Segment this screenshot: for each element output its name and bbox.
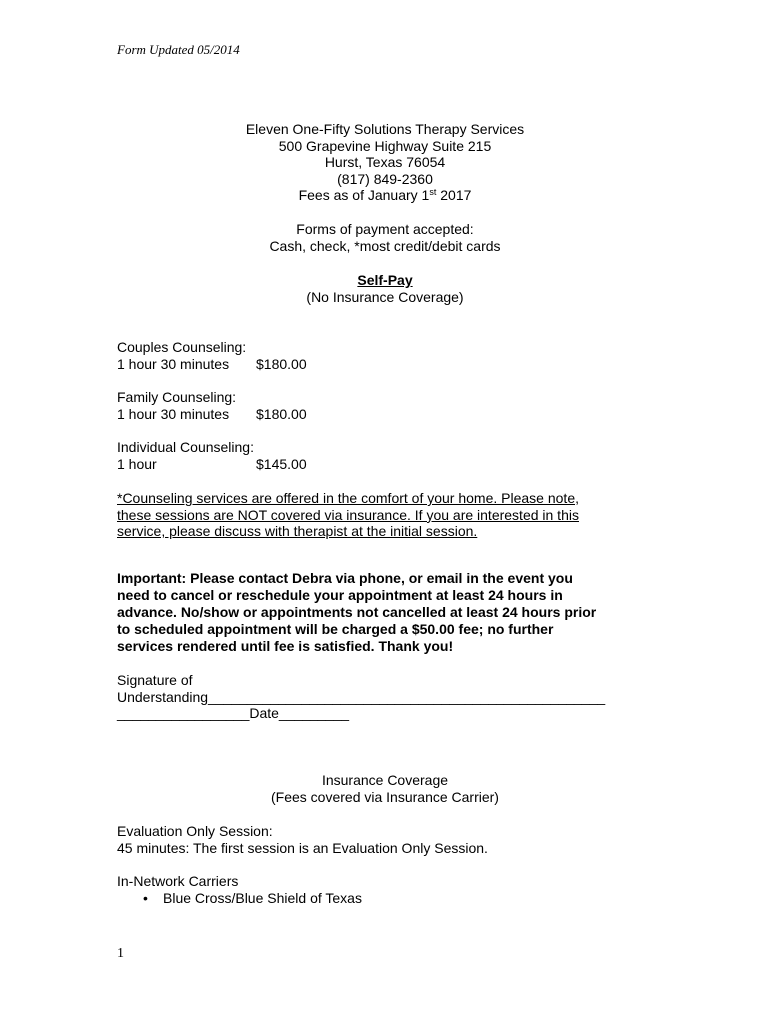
fees-date-prefix: Fees as of January 1 [298,187,430,204]
practice-info [0,121,770,204]
important-line: need to cancel or reschedule your appointment at least 24 hours in [117,587,563,603]
service-duration: 1 hour 30 minutes [117,405,230,422]
date-line[interactable]: _________________Date_________ [117,705,350,722]
page-number: 1 [117,946,124,961]
service-fee-row [117,406,657,423]
payment-methods: Cash, check, *most credit/debit cards [269,237,501,254]
important-line: services rendered until fee is satisfied. Thank you! [117,638,454,654]
fees-date [0,187,770,204]
fees-date-superscript: st [429,187,437,198]
insurance-title: Insurance Coverage [321,772,449,788]
signature-block [117,672,657,722]
service-couples [117,339,657,372]
carriers-heading: In-Network Carriers [117,873,239,889]
signature-line[interactable]: Understanding___________________________________________________ [117,688,606,705]
practice-phone: (817) 849-2360 [337,170,433,187]
important-line: Important: Please contact Debra via phone, or email in the event you [117,570,573,586]
service-duration: 1 hour [117,455,157,472]
service-price: $180.00 [256,405,307,422]
note-line: *Counseling services are offered in the comfort of your home. Please note, [117,490,579,506]
evaluation-section [117,823,657,856]
note-line: service, please discuss with therapist at the initial session. [117,523,478,540]
note-line: these sessions are NOT covered via insurance. If you are interested in this [117,506,579,523]
self-pay-title: Self-Pay [357,272,413,288]
home-service-note [117,490,657,540]
service-price: $145.00 [256,455,307,472]
payment-heading: Forms of payment accepted: [296,221,474,237]
important-line: to scheduled appointment will be charged a $50.00 fee; no further [117,621,554,637]
form-updated-header: Form Updated 05/2014 [117,42,240,57]
evaluation-heading: Evaluation Only Session: [117,823,273,839]
fees-date-suffix: 2017 [436,187,472,204]
carriers-section [117,873,657,906]
important-line: advance. No/show or appointments not cancelled at least 24 hours prior [117,604,597,620]
service-name: Family Counseling: [117,389,237,405]
service-duration: 1 hour 30 minutes [117,355,230,372]
service-name: Individual Counseling: [117,439,254,455]
service-fee-row [117,356,657,373]
self-pay-subtitle: (No Insurance Coverage) [306,288,464,305]
signature-label: Signature of [117,672,193,688]
important-notice [117,570,657,655]
payment-info [0,221,770,254]
service-name: Couples Counseling: [117,339,247,355]
practice-address-line1: 500 Grapevine Highway Suite 215 [278,137,492,154]
practice-name: Eleven One-Fifty Solutions Therapy Services [245,121,525,137]
list-item: • Blue Cross/Blue Shield of Texas [117,890,657,907]
insurance-header [0,772,770,805]
self-pay-header [0,272,770,305]
insurance-subtitle: (Fees covered via Insurance Carrier) [271,788,499,805]
carriers-list [117,890,657,907]
service-fee-row [117,456,657,473]
service-price: $180.00 [256,355,307,372]
service-individual [117,439,657,472]
service-family [117,389,657,422]
practice-address-line2: Hurst, Texas 76054 [324,154,446,171]
evaluation-text: 45 minutes: The first session is an Evaluation Only Session. [117,839,488,856]
